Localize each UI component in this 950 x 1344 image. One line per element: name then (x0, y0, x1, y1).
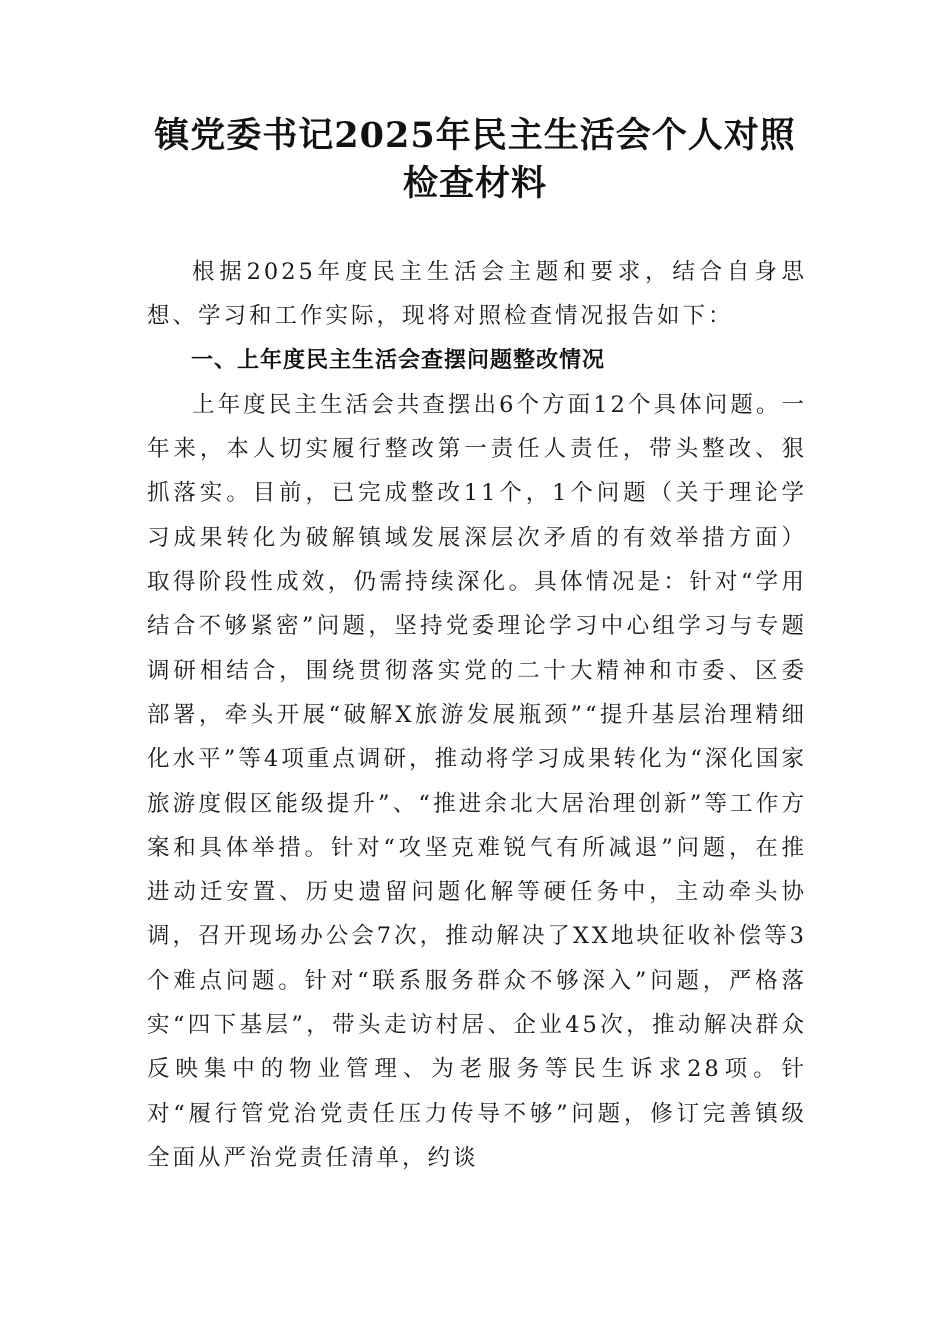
section-heading: 一、上年度民主生活会查摆问题整改情况 (191, 347, 606, 373)
document-body (147, 250, 807, 1180)
document-title: 镇党委书记2025年民主生活会个人对照检查材料 (154, 115, 796, 204)
section-paragraph: 上年度民主生活会共查摆出6个方面12个具体问题。一年来，本人切实履行整改第一责任人责任，带头整改、狠抓落实。目前，已完成整改11个，1个问题（关于理论学习成果转化为破解镇域发展深层次矛盾的有效举措方面）取得阶段性成效，仍需持续深化。具体情况是：针对“学用结合不够紧密”问题，坚持党委理论学习中心组学习与专题调研相结合，围绕贯彻落实党的二十大精神和市委、区委部署，牵头开展“破解X旅游发展瓶颈”“提升基层治理精细化水平”等4项重点调研，推动将学习成果转化为“深化国家旅游度假区能级提升”、“推进余北大居治理创新”等工作方案和具体举措。针对“攻坚克难锐气有所减退”问题，在推进动迁安置、历史遗留问题化解等硬任务中，主动牵头协调，召开现场办公会7次，推动解决了XX地块征收补偿等3个难点问题。针对“联系服务群众不够深入”问题，严格落实“四下基层”，带头走访村居、企业45次，推动解决群众反映集中的物业管理、为老服务等民生诉求28项。针对“履行管党治党责任压力传导不够”问题，修订完善镇级全面从严治党责任清单，约谈 (147, 391, 807, 1171)
intro-paragraph: 根据2025年度民主生活会主题和要求，结合自身思想、学习和工作实际，现将对照检查情况报告如下： (147, 259, 807, 330)
